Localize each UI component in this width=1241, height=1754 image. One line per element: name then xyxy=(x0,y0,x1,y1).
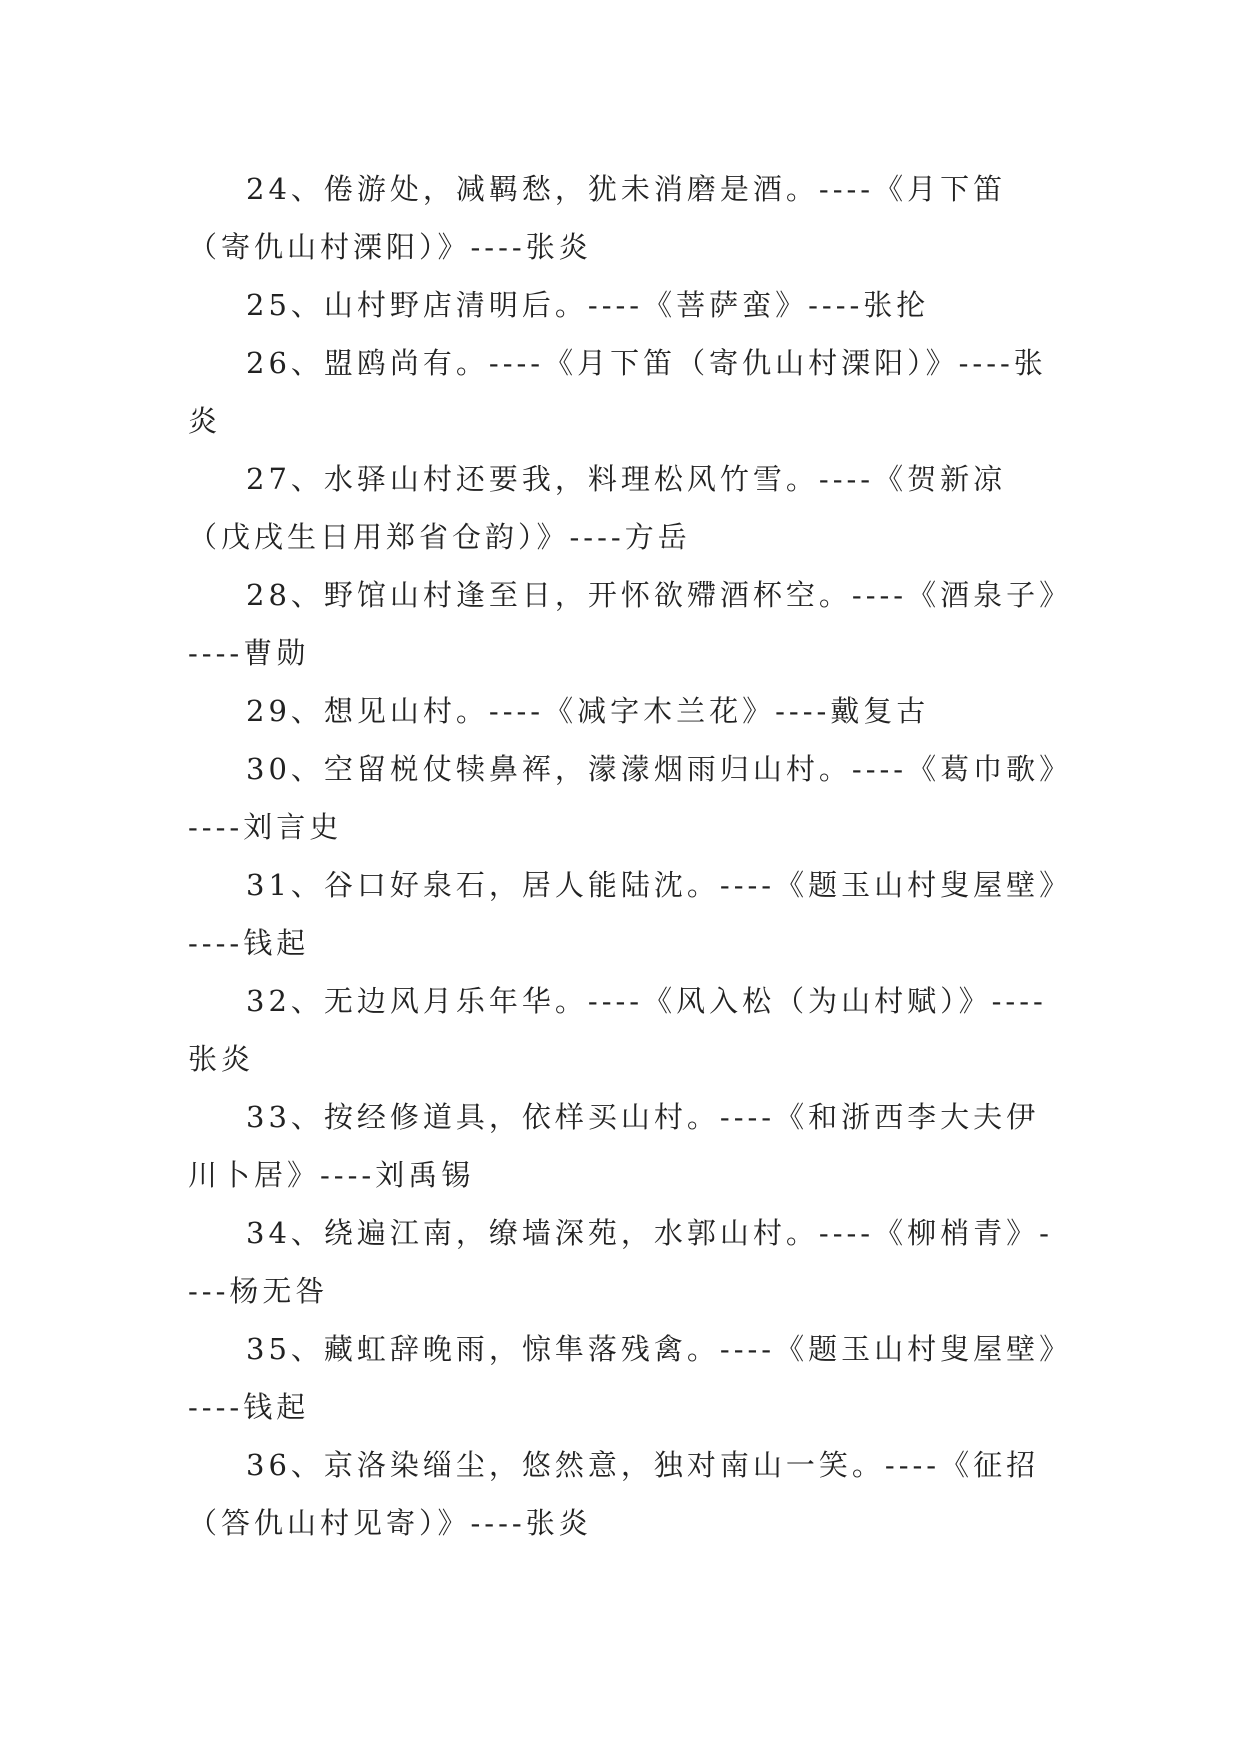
poem-entry-29: 29、想见山村。----《减字木兰花》----戴复古 xyxy=(246,694,930,728)
poem-entry-31: 31、谷口好泉石，居人能陆沈。----《题玉山村叟屋壁》----钱起 xyxy=(188,868,1058,960)
document-body xyxy=(188,160,1058,1552)
poem-entry-28: 28、野馆山村逢至日，开怀欲殢酒杯空。----《酒泉子》----曹勋 xyxy=(188,578,1058,670)
poem-entry-30: 30、空留棁仗犊鼻裈，濛濛烟雨归山村。----《葛巾歌》----刘言史 xyxy=(188,752,1058,844)
poem-entry-34: 34、绕遍江南，缭墙深苑，水郭山村。----《柳梢青》----杨无咎 xyxy=(188,1216,1053,1308)
poem-entry-36: 36、京洛染缁尘，悠然意，独对南山一笑。----《征招（答仇山村见寄）》----张炎 xyxy=(188,1448,1040,1540)
poem-entry-35: 35、藏虹辞晚雨，惊隼落残禽。----《题玉山村叟屋壁》----钱起 xyxy=(188,1332,1058,1424)
poem-entry-27: 27、水驿山村还要我，料理松风竹雪。----《贺新凉（戊戌生日用郑省仓韵）》----方岳 xyxy=(188,462,1007,554)
poem-entry-25: 25、山村野店清明后。----《菩萨蛮》----张抡 xyxy=(246,288,930,322)
poem-entry-32: 32、无边风月乐年华。----《风入松（为山村赋）》----张炎 xyxy=(188,984,1047,1076)
poem-entry-33: 33、按经修道具，依样买山村。----《和浙西李大夫伊川卜居》----刘禹锡 xyxy=(188,1100,1040,1192)
poem-entry-26: 26、盟鸥尚有。----《月下笛（寄仇山村溧阳）》----张炎 xyxy=(188,346,1047,438)
poem-entry-24: 24、倦游处，减羁愁，犹未消磨是酒。----《月下笛（寄仇山村溧阳）》----张炎 xyxy=(188,172,1007,264)
